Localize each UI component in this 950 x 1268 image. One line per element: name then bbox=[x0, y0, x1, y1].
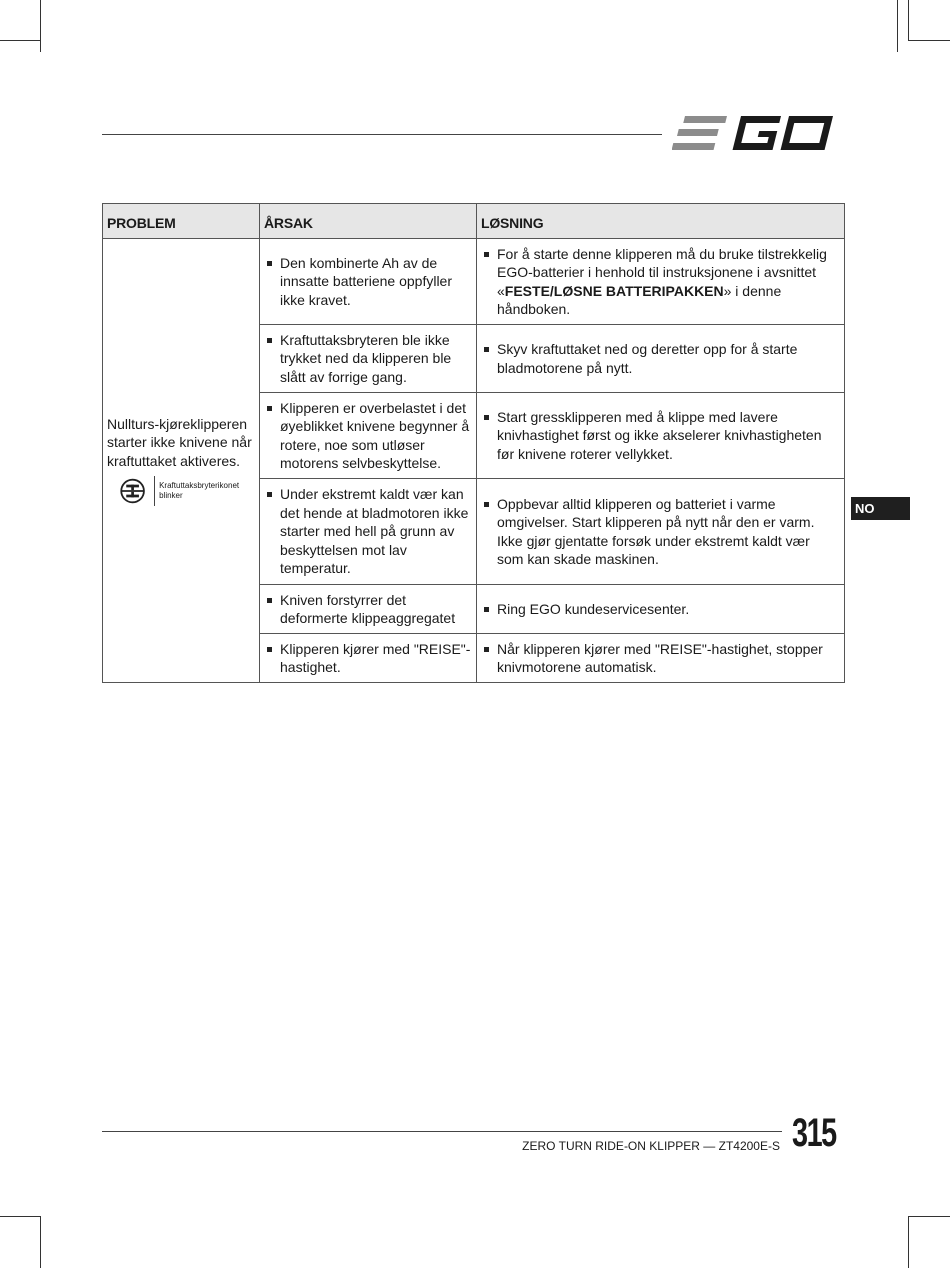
cause-cell bbox=[260, 393, 477, 479]
problem-icon-row bbox=[119, 476, 255, 506]
header-solution: LØSNING bbox=[477, 204, 845, 239]
ego-logo bbox=[672, 112, 844, 154]
cause-text: Under ekstremt kaldt vær kan det hende at bladmotoren ikke starter med hell på grunn av beskyttelsen mot lav temperatur. bbox=[264, 485, 472, 578]
footer-rule bbox=[102, 1131, 782, 1132]
solution-cell bbox=[477, 393, 845, 479]
solution-text: Når klipperen kjører med "REISE"-hastighet, stopper knivmotorene automatisk. bbox=[481, 640, 840, 677]
cause-text: Kraftuttaksbryteren ble ikke trykket ned da klipperen ble slått av forrige gang. bbox=[264, 331, 472, 387]
cause-text: Klipperen kjører med "REISE"-hastighet. bbox=[264, 640, 472, 677]
solution-cell bbox=[477, 325, 845, 393]
solution-cell bbox=[477, 634, 845, 683]
footer-title: ZERO TURN RIDE-ON KLIPPER — ZT4200E-S bbox=[522, 1139, 780, 1153]
cause-cell bbox=[260, 479, 477, 585]
pto-switch-icon bbox=[119, 476, 146, 506]
cause-text: Den kombinerte Ah av de innsatte batteriene oppfyller ikke kravet. bbox=[264, 254, 472, 310]
header-rule bbox=[102, 134, 662, 135]
page-number: 315 bbox=[792, 1111, 836, 1155]
crop-mark bbox=[0, 40, 40, 41]
table-row bbox=[103, 239, 845, 325]
crop-mark bbox=[0, 1216, 40, 1217]
cause-cell bbox=[260, 325, 477, 393]
crop-mark bbox=[908, 40, 950, 41]
icon-caption: Kraftuttaksbryterikonet blinker bbox=[159, 481, 240, 501]
solution-cell bbox=[477, 239, 845, 325]
solution-text: Oppbevar alltid klipperen og batteriet i varme omgivelser. Start klipperen på nytt når den er varm. Ikke gjør gjentatte forsøk under ekstremt kaldt vær som kan skade maskinen. bbox=[481, 495, 840, 569]
cause-text: Kniven forstyrrer det deformerte klippeaggregatet bbox=[264, 591, 472, 628]
crop-mark bbox=[908, 0, 909, 40]
solution-text: Skyv kraftuttaket ned og deretter opp for å starte bladmotorene på nytt. bbox=[481, 340, 840, 377]
solution-text: Ring EGO kundeservicesenter. bbox=[481, 600, 840, 619]
cause-text: Klipperen er overbelastet i det øyeblikket knivene begynner å rotere, noe som utløser motorens selvbeskyttelse. bbox=[264, 399, 472, 473]
solution-cell bbox=[477, 479, 845, 585]
crop-mark bbox=[908, 1216, 950, 1217]
cause-cell bbox=[260, 239, 477, 325]
crop-mark bbox=[40, 1216, 41, 1268]
cause-cell bbox=[260, 634, 477, 683]
solution-bold-ref: FESTE/LØSNE BATTERIPAKKEN bbox=[504, 282, 724, 299]
solution-text: Start gressklipperen med å klippe med lavere knivhastighet først og ikke akselerer knivhastigheten før knivene roterer vellykket. bbox=[481, 408, 840, 464]
solution-text: For å starte denne klipperen må du bruke tilstrekkelig EGO-batterier i henhold til instruksjonene i avsnittet «FESTE/LØSNE BATTERIPAKKEN» i denne håndboken. bbox=[481, 245, 840, 319]
solution-cell bbox=[477, 585, 845, 634]
language-tab: NO bbox=[851, 497, 910, 520]
icon-separator bbox=[154, 476, 155, 506]
problem-text: Nullturs-kjøreklipperen starter ikke knivene når kraftuttaket aktiveres. bbox=[107, 415, 252, 469]
cause-cell bbox=[260, 585, 477, 634]
troubleshooting-table bbox=[102, 203, 845, 683]
problem-cell bbox=[103, 239, 260, 683]
header-cause: ÅRSAK bbox=[260, 204, 477, 239]
header-problem: PROBLEM bbox=[103, 204, 260, 239]
crop-mark bbox=[897, 0, 898, 52]
crop-mark bbox=[40, 0, 41, 52]
crop-mark bbox=[908, 1216, 909, 1268]
table-header-row bbox=[103, 204, 845, 239]
